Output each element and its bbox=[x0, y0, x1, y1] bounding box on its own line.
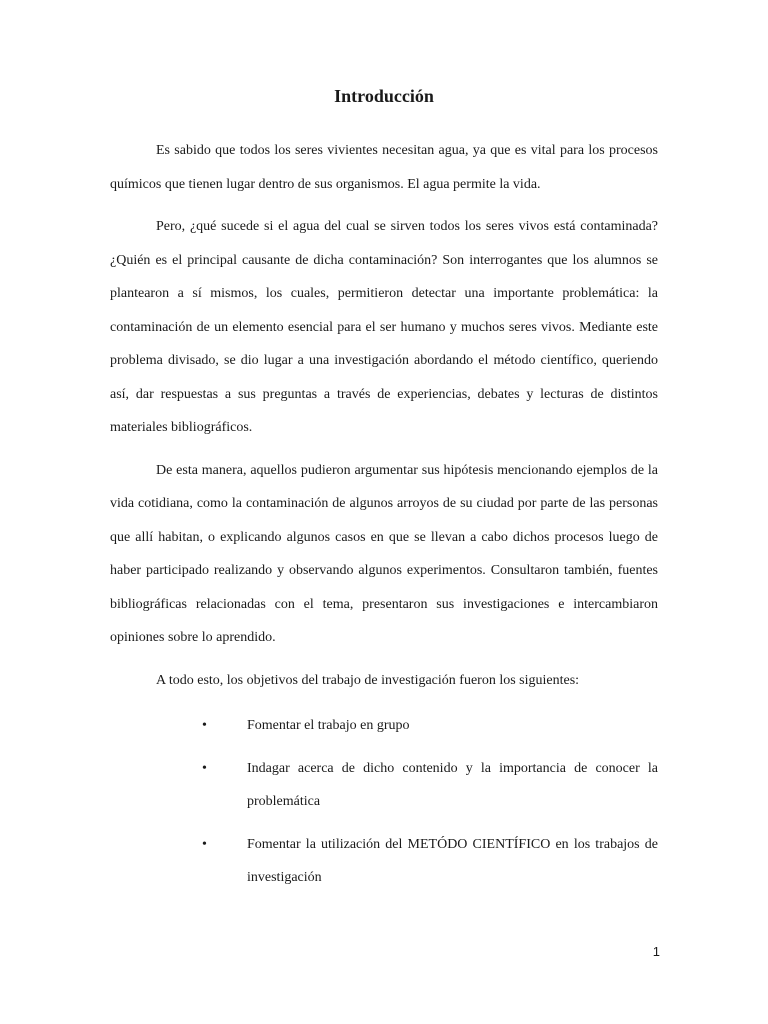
paragraph-1: Es sabido que todos los seres vivientes necesitan agua, ya que es vital para los procesos químicos que tienen lugar dentro de sus organismos. El agua permite la vida. bbox=[110, 143, 658, 192]
objective-item bbox=[156, 752, 658, 819]
bullet-icon: • bbox=[202, 836, 207, 852]
objective-item bbox=[156, 828, 658, 895]
bullet-icon: • bbox=[202, 718, 207, 733]
paragraph-3: De esta manera, aquellos pudieron argumentar sus hipótesis mencionando ejemplos de la vida cotidiana, como la contaminación de algunos arroyos de su ciudad por parte de las personas que allí habitan, o explicando algunos casos en que se llevan a cabo dichos procesos luego de haber participado realizando y observando algunos experimentos. Consultaron también, fuentes bibliográficas relacionadas con el tema, presentaron sus investigaciones e intercambiaron opiniones sobre lo aprendido. bbox=[110, 462, 658, 645]
objective-text: Fomentar el trabajo en grupo bbox=[247, 718, 410, 733]
objective-text: Fomentar la utilización del METÓDO CIENTÍFICO en los trabajos de investigación bbox=[247, 836, 658, 885]
paragraph-2: Pero, ¿qué sucede si el agua del cual se sirven todos los seres vivos está contaminada? ¿Quién es el principal causante de dicha contaminación? Son interrogantes que los alumnos se plantearon a sí mismos, los cuales, permitieron detectar una importante problemática: la contaminación de un elemento esencial para el ser humano y muchos seres vivos. Mediante este problema divisado, se dio lugar a una investigación abordando el método científico, queriendo así, dar respuestas a sus preguntas a través de experiencias, debates y lecturas de distintos materiales bibliográficos. bbox=[110, 219, 658, 435]
objectives-intro: A todo esto, los objetivos del trabajo de investigación fueron los siguientes: bbox=[156, 672, 580, 688]
page-title: Introducción bbox=[334, 86, 434, 106]
objective-item bbox=[156, 709, 658, 743]
objective-text: Indagar acerca de dicho contenido y la importancia de conocer la problemática bbox=[247, 760, 658, 809]
document-body bbox=[110, 134, 658, 904]
page-number: 1 bbox=[652, 944, 660, 959]
bullet-icon: • bbox=[202, 760, 207, 776]
objectives-list bbox=[110, 709, 658, 895]
